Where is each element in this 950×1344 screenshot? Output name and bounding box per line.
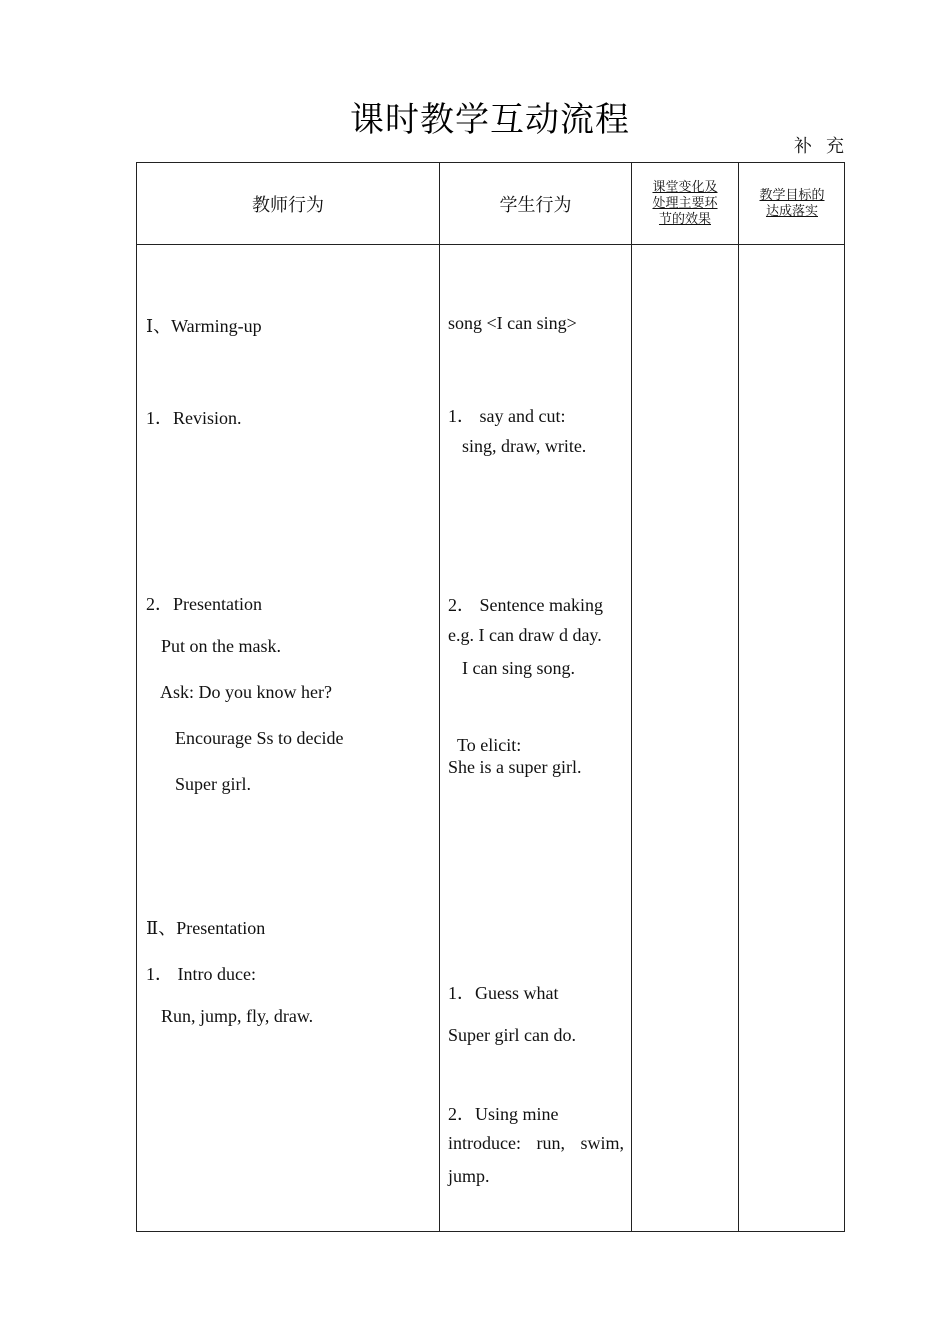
teacher-section-presentation: Ⅱ、Presentation [146,918,266,938]
student-item-sentence-making: 2． Sentence making [448,595,603,615]
student-elicit-answer: She is a super girl. [448,757,582,777]
page-title: 课时教学互动流程 [350,100,630,140]
supplement-label: 补充 [794,136,858,157]
student-mime-jump: jump. [448,1166,490,1186]
header-goal-achievement [739,163,845,244]
student-song: song <I can sing> [448,313,577,333]
header-class-changes [632,163,738,244]
teacher-item-introduce: 1． Intro duce: [146,964,256,984]
teacher-step-mask: Put on the mask. [161,636,281,656]
teacher-step-super-girl: Super girl. [175,774,251,794]
student-elicit: To elicit: [457,735,522,755]
student-example-sing: I can sing song. [462,658,575,678]
student-example-draw: e.g. I can draw d day. [448,625,602,645]
student-item-say-cut: 1． say and cut: [448,406,566,426]
header-student-behavior: 学生行为 [499,194,572,216]
header-goal-achievement-text: 教学目标的达成落实 [759,187,825,219]
header-class-changes-text: 课堂变化及处理主要环节的效果 [652,179,718,227]
student-guess-detail: Super girl can do. [448,1025,576,1045]
teacher-step-verbs: Run, jump, fly, draw. [161,1006,314,1026]
teacher-step-encourage: Encourage Ss to decide [175,728,344,748]
student-item-mime: 2．Using mine [448,1104,559,1124]
teacher-section-warming-up: Ⅰ、Warming-up [146,316,262,336]
student-words: sing, draw, write. [462,436,587,456]
teacher-step-ask: Ask: Do you know her? [160,682,332,702]
student-mime-introduce: introduce: run, swim, [448,1133,624,1153]
lesson-flow-table [136,162,845,1232]
column-divider [738,163,739,1231]
teacher-item-revision: 1．Revision. [146,408,242,428]
column-divider [439,163,440,1231]
header-teacher-behavior: 教师行为 [252,194,324,216]
teacher-item-presentation: 2．Presentation [146,594,262,614]
header-divider [137,244,844,245]
student-item-guess: 1．Guess what [448,983,559,1003]
column-divider [631,163,632,1231]
